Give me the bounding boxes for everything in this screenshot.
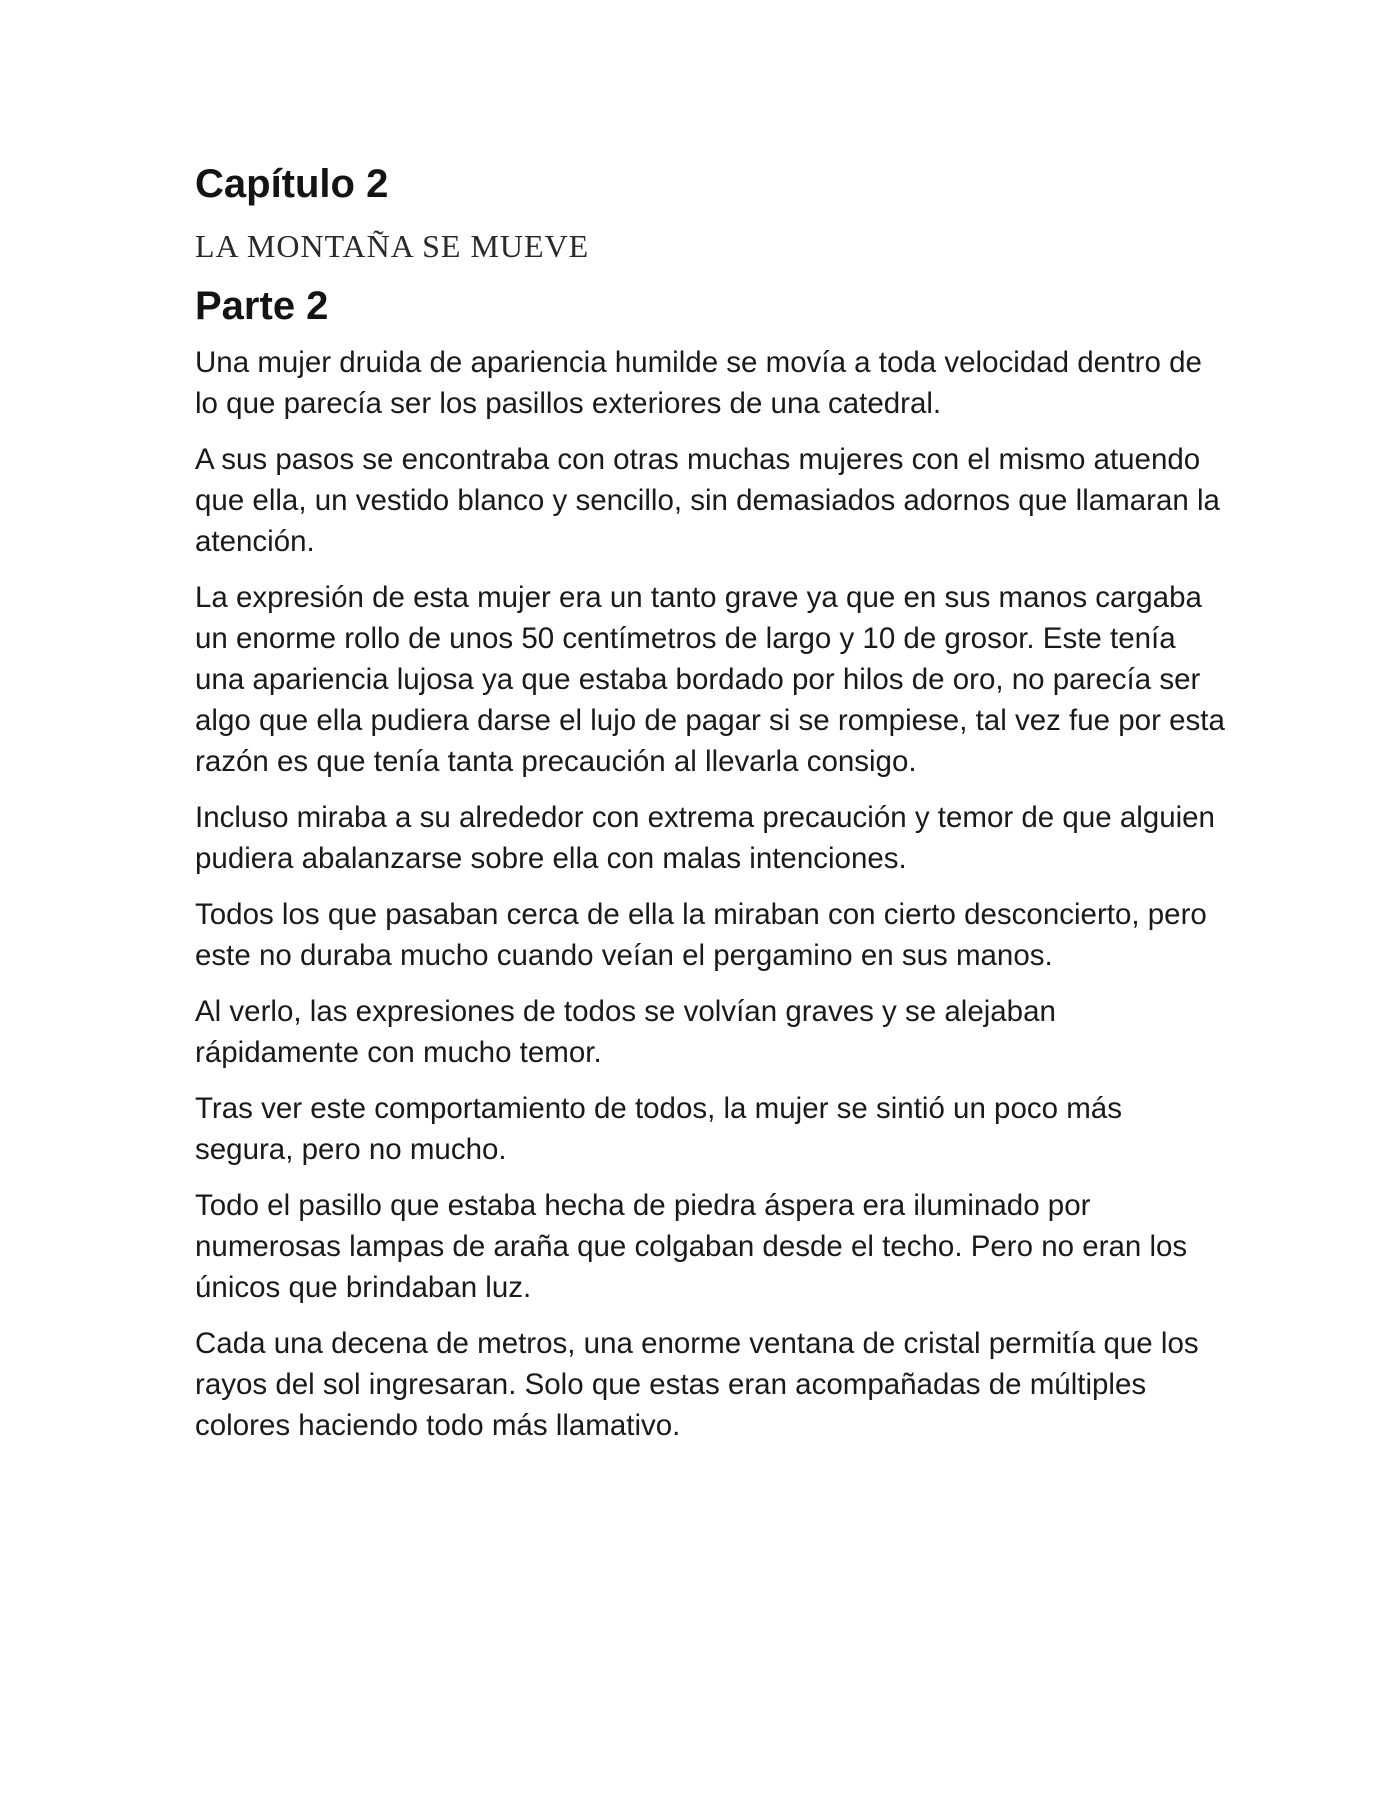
paragraph: Al verlo, las expresiones de todos se volvían graves y se alejaban rápidamente con mucho temor.: [195, 995, 1056, 1069]
paragraph: Todo el pasillo que estaba hecha de piedra áspera era iluminado por numerosas lampas de araña que colgaban desde el techo. Pero no eran los únicos que brindaban luz.: [195, 1189, 1188, 1304]
part-title: Parte 2: [195, 284, 329, 328]
paragraph: Cada una decena de metros, una enorme ventana de cristal permitía que los rayos del sol ingresaran. Solo que estas eran acompañadas de múltiples colores haciendo todo más llamativo.: [195, 1327, 1199, 1442]
paragraph: Incluso miraba a su alrededor con extrema precaución y temor de que alguien pudiera abalanzarse sobre ella con malas intenciones.: [195, 801, 1215, 875]
chapter-title: Capítulo 2: [195, 162, 389, 206]
paragraph: A sus pasos se encontraba con otras muchas mujeres con el mismo atuendo que ella, un vestido blanco y sencillo, sin demasiados adornos que llamaran la atención.: [195, 443, 1220, 558]
paragraph: Todos los que pasaban cerca de ella la miraban con cierto desconcierto, pero este no duraba mucho cuando veían el pergamino en sus manos.: [195, 898, 1207, 972]
chapter-subtitle: LA MONTAÑA SE MUEVE: [195, 228, 590, 264]
document-page: [195, 158, 1225, 1446]
paragraph: La expresión de esta mujer era un tanto grave ya que en sus manos cargaba un enorme rollo de unos 50 centímetros de largo y 10 de grosor. Este tenía una apariencia lujosa ya que estaba bordado por hilos de oro, no parecía ser algo que ella pudiera darse el lujo de pagar si se rompiese, tal vez fue por esta razón es que tenía tanta precaución al llevarla consigo.: [195, 581, 1225, 778]
paragraph: Tras ver este comportamiento de todos, la mujer se sintió un poco más segura, pero no mucho.: [195, 1092, 1122, 1166]
paragraph: Una mujer druida de apariencia humilde se movía a toda velocidad dentro de lo que parecía ser los pasillos exteriores de una catedral.: [195, 346, 1202, 420]
